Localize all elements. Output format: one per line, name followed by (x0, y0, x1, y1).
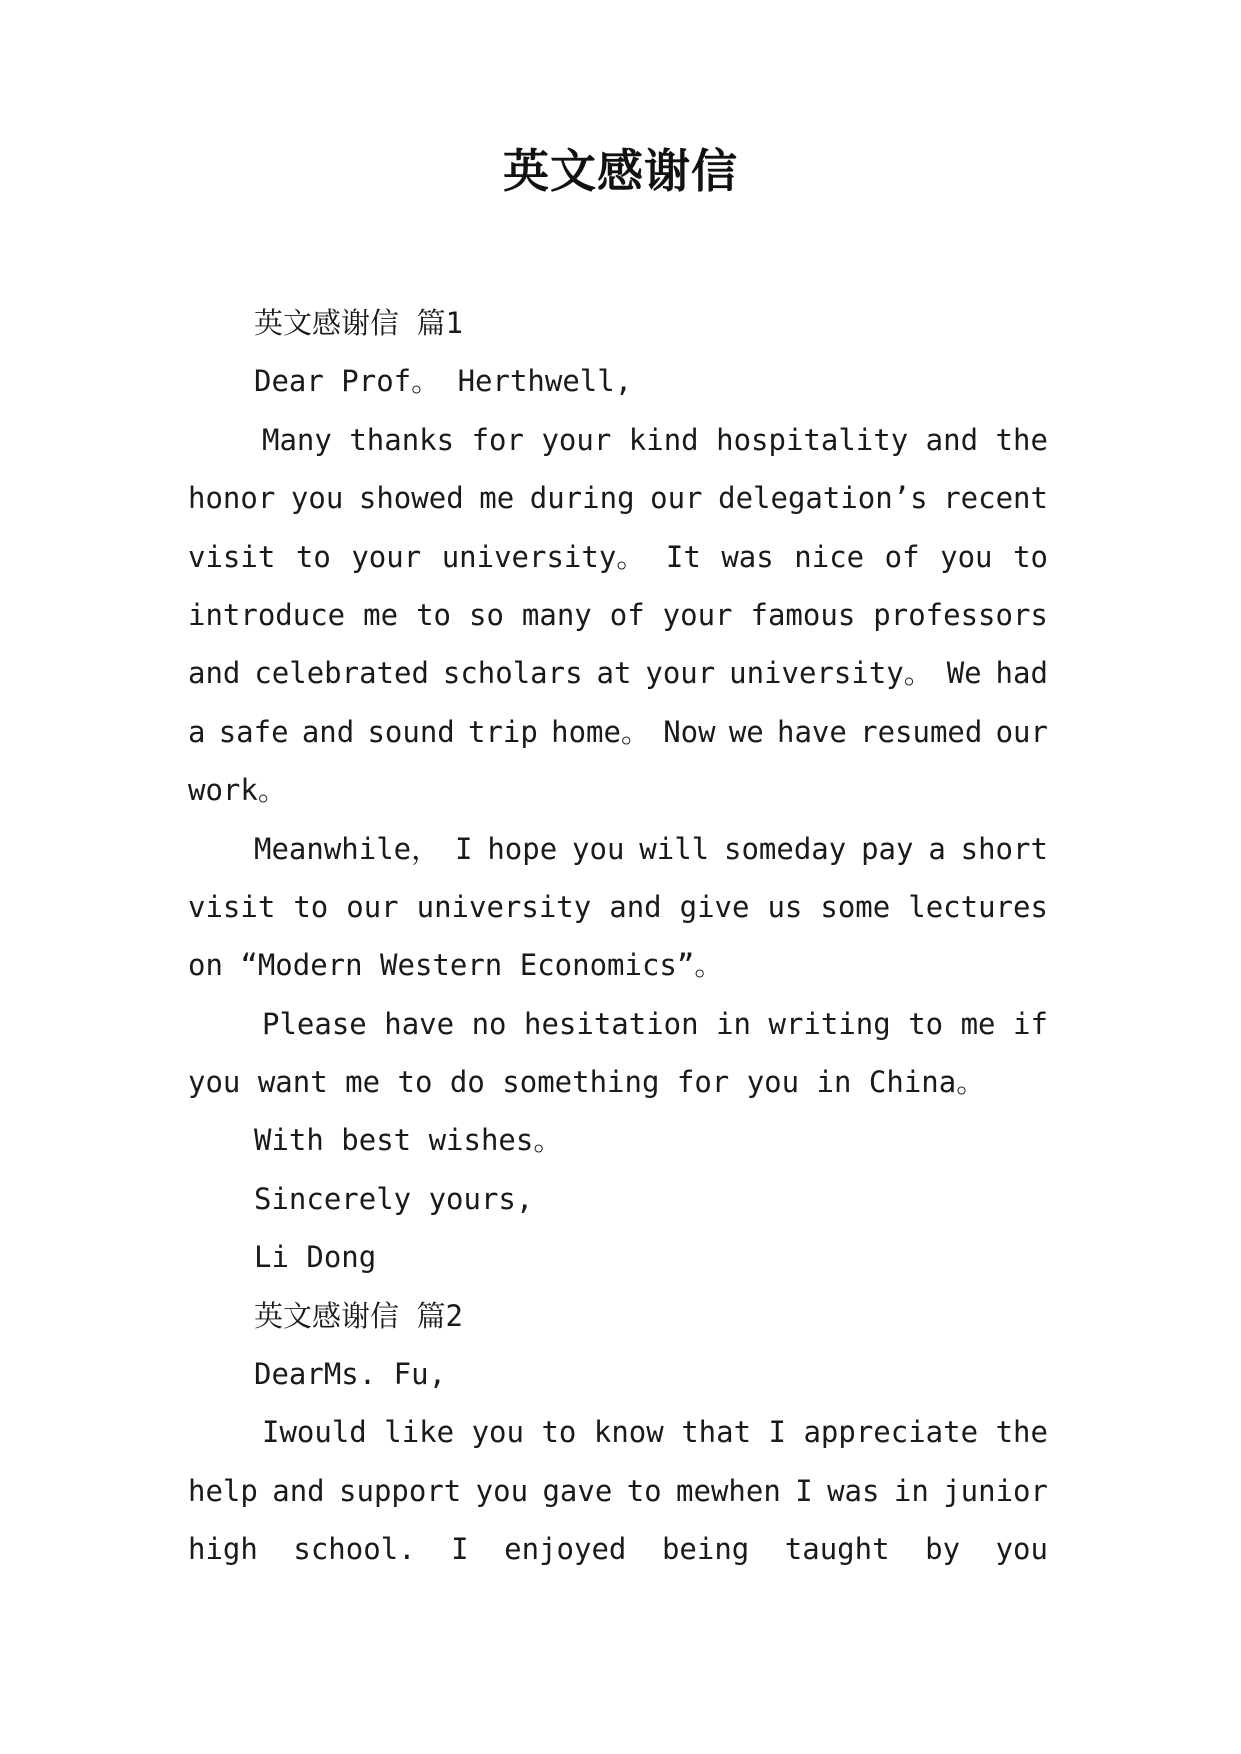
paragraph-line (188, 1403, 1048, 1461)
word: for (471, 422, 524, 457)
word: so (468, 597, 504, 632)
word: sound (367, 714, 455, 749)
word: to (293, 889, 329, 924)
letter-2-heading: 英文感谢信 篇2 (254, 1298, 463, 1333)
word: you (290, 481, 344, 516)
word: delegation’s (718, 481, 928, 516)
word: me (479, 481, 515, 516)
word: junior (943, 1473, 1048, 1508)
word: you (995, 1532, 1048, 1567)
word: the (995, 1415, 1048, 1450)
letter-2-paragraph-1 (188, 1403, 1048, 1578)
letter-2-salutation: DearMs. Fu, (254, 1357, 447, 1392)
word: and (188, 656, 241, 691)
word: your (662, 597, 733, 632)
word: writing (768, 1006, 891, 1041)
letter-1-heading: 英文感谢信 篇1 (254, 306, 463, 340)
word: us (767, 889, 803, 924)
word: It (665, 539, 701, 574)
word: We (946, 656, 982, 691)
word: help (188, 1473, 258, 1508)
word: I (455, 831, 473, 866)
word: like (384, 1415, 455, 1450)
paragraph-line (188, 1462, 1048, 1520)
paragraph-line: work。 (188, 773, 287, 808)
document-title: 英文感谢信 (503, 144, 738, 198)
word: your (645, 656, 716, 691)
paragraph-line (188, 995, 1048, 1053)
document-body (188, 294, 1048, 1579)
word: hesitation (523, 1006, 699, 1041)
word: taught (784, 1532, 890, 1567)
word: celebrated (254, 656, 429, 691)
word: professors (873, 597, 1048, 632)
word: to (416, 597, 451, 632)
word: Iwould (262, 1415, 367, 1450)
paragraph-line (188, 820, 1048, 878)
word: give (679, 889, 750, 924)
word: someday (723, 831, 847, 866)
word: of (609, 597, 645, 632)
word: many (521, 597, 592, 632)
word: that (681, 1415, 752, 1450)
word: to (1013, 539, 1048, 574)
word: safe (218, 714, 289, 749)
word: resumed (860, 714, 983, 749)
word: was (827, 1473, 880, 1508)
word: lectures (908, 889, 1048, 924)
word: famous (750, 597, 856, 632)
word: me (363, 597, 399, 632)
word: you (940, 539, 993, 574)
word: Many (262, 422, 332, 457)
word: trip (468, 714, 538, 749)
word: pay (861, 831, 914, 866)
word: of (884, 539, 920, 574)
word: you (475, 1473, 529, 1508)
word: to (541, 1415, 577, 1450)
word: appreciate (803, 1415, 979, 1450)
word: during (529, 481, 635, 516)
word: in (893, 1473, 929, 1508)
word: had (995, 656, 1048, 691)
word: have (777, 714, 847, 749)
word: recent (943, 481, 1048, 516)
word: being (661, 1532, 750, 1567)
paragraph-line (188, 469, 1048, 527)
word: support (339, 1473, 462, 1508)
word: know (593, 1415, 664, 1450)
word: was (721, 539, 774, 574)
word: university (416, 889, 592, 924)
word: and (301, 714, 355, 749)
paragraph-line (188, 703, 1048, 761)
word: honor (188, 481, 276, 516)
word: mewhen (676, 1473, 781, 1508)
paragraph-line (188, 644, 1048, 702)
paragraph-line (188, 586, 1048, 644)
word: a (928, 831, 946, 866)
word: you (572, 831, 625, 866)
word: if (1013, 1006, 1048, 1041)
word: a (188, 714, 206, 749)
word: I (768, 1415, 786, 1450)
word: will (639, 831, 710, 866)
word: our (650, 481, 703, 516)
word: the (995, 422, 1048, 457)
word: our (995, 714, 1048, 749)
word: our (346, 889, 399, 924)
word: hospitality (716, 422, 909, 457)
letter-1-paragraph-3 (188, 995, 1048, 1112)
word: Please (262, 1006, 367, 1041)
letter-1-closing: With best wishes。 (254, 1123, 563, 1158)
word: visit (188, 539, 276, 574)
word: short (960, 831, 1048, 866)
word: to (626, 1473, 662, 1508)
word: have (384, 1006, 455, 1041)
word: and (272, 1473, 325, 1508)
letter-1-paragraph-2 (188, 820, 1048, 995)
word: and (925, 422, 979, 457)
word: Meanwhile， (254, 831, 441, 866)
word: we (728, 714, 764, 749)
word: kind (628, 422, 699, 457)
paragraph-line (188, 1520, 1048, 1578)
word: in (716, 1006, 751, 1041)
word: high (188, 1532, 258, 1567)
paragraph-line (188, 528, 1048, 586)
word: no (471, 1006, 507, 1041)
paragraph-line: you want me to do something for you in China。 (188, 1065, 986, 1100)
word: Now (663, 714, 716, 749)
word: some (820, 889, 891, 924)
word: to (295, 539, 331, 574)
word: scholars (442, 656, 583, 691)
word: gave (542, 1473, 613, 1508)
word: by (925, 1532, 961, 1567)
letter-1-signature: Li Dong (254, 1240, 377, 1275)
word: nice (794, 539, 865, 574)
word: I (451, 1532, 469, 1567)
word: enjoyed (504, 1532, 627, 1567)
word: visit (188, 889, 276, 924)
letter-1-salutation: Dear Prof。 Herthwell, (254, 364, 633, 399)
paragraph-line (188, 411, 1048, 469)
word: you (471, 1415, 524, 1450)
word: at (596, 656, 632, 691)
paragraph-line (188, 878, 1048, 936)
word: to (908, 1006, 944, 1041)
word: me (960, 1006, 996, 1041)
word: university。 (729, 656, 933, 691)
word: thanks (349, 422, 455, 457)
word: showed (358, 481, 464, 516)
word: and (609, 889, 662, 924)
word: school. (293, 1532, 416, 1567)
word: your (541, 422, 612, 457)
word: hope (487, 831, 558, 866)
word: home。 (551, 714, 650, 749)
paragraph-line: on “Modern Western Economics”。 (188, 948, 724, 983)
word: I (795, 1473, 813, 1508)
word: introduce (188, 597, 346, 632)
letter-1-signoff: Sincerely yours, (254, 1181, 534, 1216)
word: university。 (441, 539, 646, 574)
letter-1-paragraph-1 (188, 411, 1048, 820)
word: your (351, 539, 422, 574)
